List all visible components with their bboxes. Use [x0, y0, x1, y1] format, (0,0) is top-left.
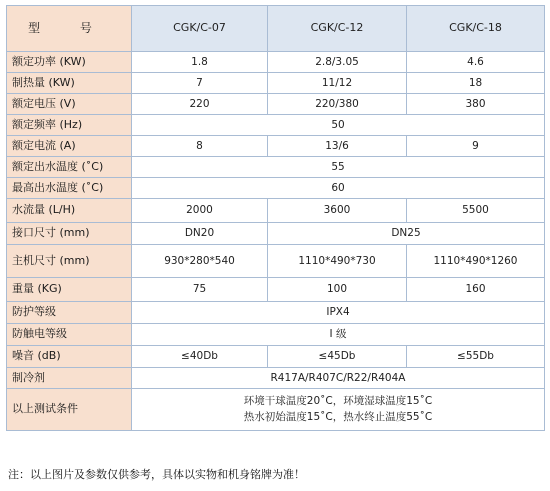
cell-value: 930*280*540: [132, 245, 268, 278]
row-label: 额定电流 (A): [7, 136, 132, 157]
row-label: 水流量 (L/H): [7, 199, 132, 223]
table-row: [7, 389, 545, 431]
model-name-07: CGK/C-07: [132, 6, 268, 52]
test-condition-line: 热水初始温度15˚C，热水终止温度55˚C: [243, 410, 433, 423]
cell-value: 18: [407, 73, 545, 94]
cell-value: ≤40Db: [132, 346, 268, 368]
cell-value: 220/380: [268, 94, 407, 115]
cell-value: ≤45Db: [268, 346, 407, 368]
row-label: 额定电压 (V): [7, 94, 132, 115]
row-label: 制冷剂: [7, 368, 132, 389]
row-label: 额定频率 (Hz): [7, 115, 132, 136]
table-row: [7, 324, 545, 346]
cell-value: 5500: [407, 199, 545, 223]
row-label: 额定出水温度 (˚C): [7, 157, 132, 178]
cell-value: R417A/R407C/R22/R404A: [132, 368, 545, 389]
cell-value: 1110*490*730: [268, 245, 407, 278]
table-row: [7, 52, 545, 73]
cell-value: 2.8/3.05: [268, 52, 407, 73]
row-label: 额定功率 (KW): [7, 52, 132, 73]
table-row: [7, 157, 545, 178]
cell-value: 220: [132, 94, 268, 115]
cell-value: 380: [407, 94, 545, 115]
cell-value: 50: [132, 115, 545, 136]
table-row: [7, 73, 545, 94]
cell-value: 1.8: [132, 52, 268, 73]
test-condition-line: 环境干球温度20˚C，环境湿球温度15˚C: [243, 394, 433, 407]
cell-value: 8: [132, 136, 268, 157]
cell-value: ≤55Db: [407, 346, 545, 368]
disclaimer-note: 注：以上图片及参数仅供参考，具体以实物和机身铭牌为准！: [8, 468, 305, 481]
row-label: 制热量 (KW): [7, 73, 132, 94]
model-name-18: CGK/C-18: [407, 6, 545, 52]
spec-table: [6, 5, 545, 431]
cell-value: 4.6: [407, 52, 545, 73]
table-row: [7, 199, 545, 223]
table-row: [7, 346, 545, 368]
row-label: 主机尺寸 (mm): [7, 245, 132, 278]
cell-value: 13/6: [268, 136, 407, 157]
cell-value: I 级: [132, 324, 545, 346]
model-name-12: CGK/C-12: [268, 6, 407, 52]
cell-value: 7: [132, 73, 268, 94]
cell-value: IPX4: [132, 302, 545, 324]
row-label: 噪音 (dB): [7, 346, 132, 368]
cell-value: DN20: [132, 223, 268, 245]
cell-value: 3600: [268, 199, 407, 223]
table-row: [7, 223, 545, 245]
cell-value: 55: [132, 157, 545, 178]
cell-value: 1110*490*1260: [407, 245, 545, 278]
table-row: [7, 302, 545, 324]
cell-value: 160: [407, 278, 545, 302]
model-header-label: 型 号: [7, 6, 132, 52]
row-label: 最高出水温度 (˚C): [7, 178, 132, 199]
table-row: [7, 136, 545, 157]
table-row: [7, 245, 545, 278]
cell-value: 11/12: [268, 73, 407, 94]
table-row: [7, 178, 545, 199]
header-row: [7, 6, 545, 52]
cell-value: DN25: [268, 223, 545, 245]
cell-value: 2000: [132, 199, 268, 223]
test-conditions-cell: [132, 389, 545, 431]
cell-value: 60: [132, 178, 545, 199]
table-row: [7, 278, 545, 302]
row-label: 重量 (KG): [7, 278, 132, 302]
cell-value: 75: [132, 278, 268, 302]
row-label: 防护等级: [7, 302, 132, 324]
row-label: 以上测试条件: [7, 389, 132, 431]
cell-value: 9: [407, 136, 545, 157]
row-label: 防触电等级: [7, 324, 132, 346]
table-row: [7, 94, 545, 115]
table-row: [7, 368, 545, 389]
cell-value: 100: [268, 278, 407, 302]
row-label: 接口尺寸 (mm): [7, 223, 132, 245]
table-row: [7, 115, 545, 136]
